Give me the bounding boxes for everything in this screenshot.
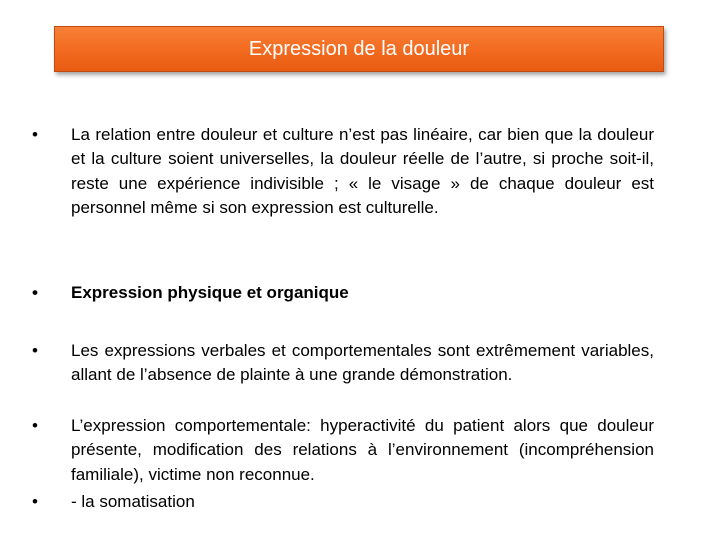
- title-banner: [54, 26, 664, 72]
- bullet-text: Les expressions verbales et comportementales sont extrêmement variables, allant de l’absence de plainte à une grande démonstration.: [71, 341, 654, 385]
- bullet-text-heading: Expression physique et organique: [71, 283, 349, 302]
- bullet-text: La relation entre douleur et culture n’est pas linéaire, car bien que la douleur et la culture soient universelles, la douleur réelle de l’autre, si proche soit-il, reste une expérience indivisible ; « le visage » de chaque douleur est personnel même si son expression est culturelle.: [71, 125, 654, 217]
- bullet-text: - la somatisation: [71, 492, 195, 511]
- bullet-item: [30, 281, 654, 305]
- bullet-item: [30, 123, 654, 220]
- bullet-item: [30, 490, 654, 514]
- bullet-icon: •: [32, 492, 38, 511]
- bullet-item: [30, 339, 654, 388]
- bullet-icon: •: [32, 416, 38, 435]
- bullet-icon: •: [32, 283, 38, 302]
- bullet-icon: •: [32, 125, 38, 144]
- bullet-item: [30, 414, 654, 487]
- slide-title: Expression de la douleur: [248, 38, 470, 60]
- bullet-icon: •: [32, 341, 38, 360]
- bullet-text: L’expression comportementale: hyperactivité du patient alors que douleur présente, modification des relations à l’environnement (incompréhension familiale), victime non reconnue.: [71, 416, 654, 484]
